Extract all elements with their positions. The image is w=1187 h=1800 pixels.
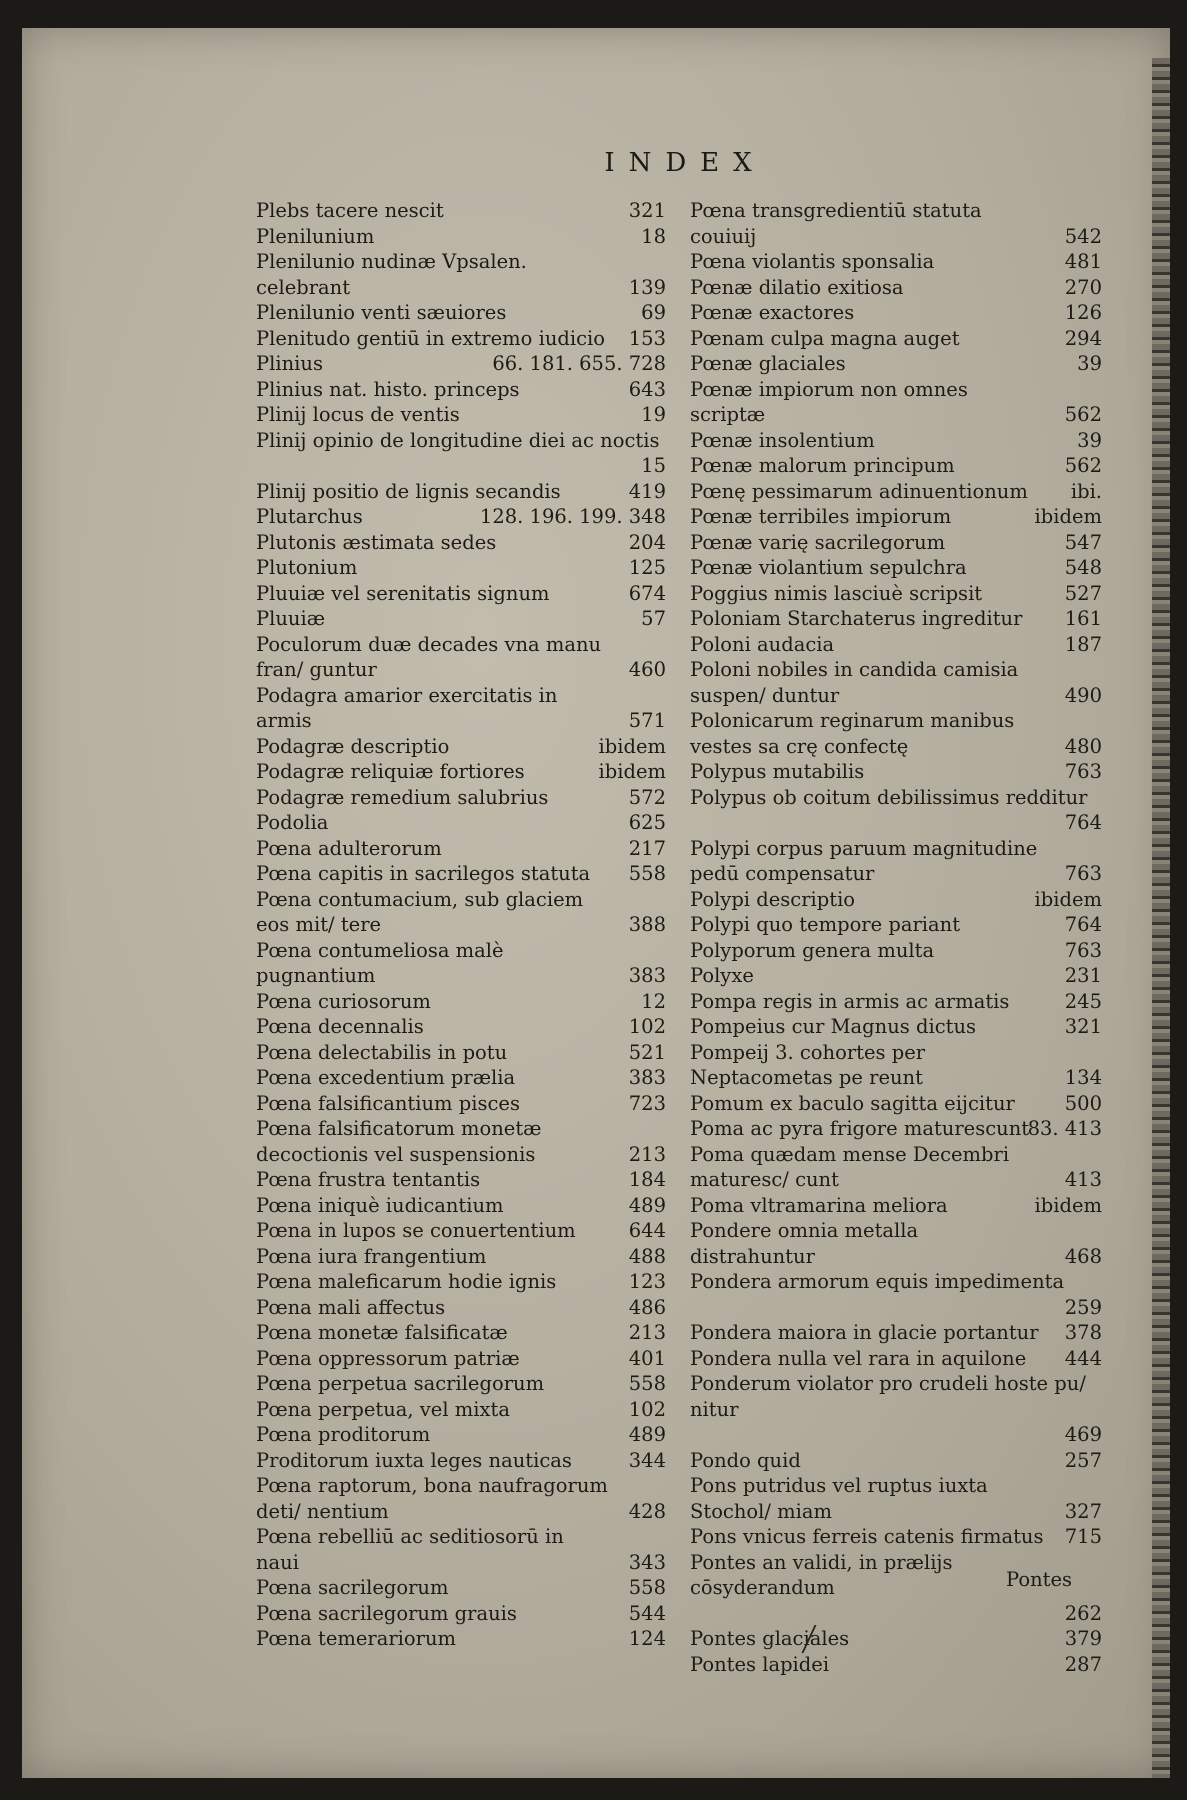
index-page-ref: 444 <box>1064 1346 1102 1370</box>
index-page-ref: 723 <box>628 1091 666 1115</box>
index-page-ref: ibidem <box>598 734 666 758</box>
index-term: Proditorum iuxta leges nauticas <box>256 1448 572 1472</box>
index-term: Plinius <box>256 352 323 375</box>
index-term: Polonicarum reginarum manibus vestes sa crę confectę <box>690 709 1015 758</box>
index-entry <box>256 351 666 377</box>
index-page-ref: 379 <box>1064 1627 1102 1650</box>
index-page-ref: 287 <box>1064 1652 1102 1676</box>
index-page-ref: 69 <box>641 301 666 324</box>
index-term: Polyxe <box>690 964 754 987</box>
index-entry <box>256 530 666 556</box>
index-term: Plenilunio venti sæuiores <box>256 301 507 324</box>
index-page-ref: 343 <box>628 1550 666 1574</box>
index-term: Poloniam Starchaterus ingreditur <box>690 607 1023 630</box>
index-entry <box>256 683 666 734</box>
index-term: Pomum ex baculo sagitta eijcitur <box>690 1091 1015 1115</box>
index-column-right <box>690 198 1102 1677</box>
index-entry <box>256 504 666 530</box>
index-page-ref: 294 <box>1064 326 1102 350</box>
index-page-ref: 19 <box>641 403 666 426</box>
index-entry <box>256 861 666 887</box>
index-entry <box>256 1371 666 1397</box>
index-entry <box>690 989 1102 1015</box>
index-page-ref: 764 <box>1064 913 1102 936</box>
index-term: Pœna falsificantium pisces <box>256 1091 520 1115</box>
index-page-ref: 715 <box>1064 1525 1102 1548</box>
index-entry <box>690 1193 1102 1219</box>
index-entry <box>690 1116 1102 1142</box>
index-page-ref: 480 <box>1064 734 1102 758</box>
index-page-ref: 413 <box>1064 1168 1102 1191</box>
index-term: Pœna iniquè iudicantium <box>256 1193 504 1217</box>
index-entry <box>256 759 666 785</box>
index-page-ref: 134 <box>1064 1066 1102 1089</box>
index-entry <box>690 1626 1102 1652</box>
index-entry <box>256 989 666 1015</box>
index-entry <box>256 1295 666 1321</box>
index-term: Pœna sacrilegorum <box>256 1576 449 1599</box>
index-term: Plutonium <box>256 556 358 579</box>
index-page-ref: 124 <box>628 1627 666 1650</box>
index-entry <box>690 275 1102 301</box>
index-page-ref: 344 <box>628 1448 666 1472</box>
index-term: Pœna proditorum <box>256 1423 431 1446</box>
index-term: Polypi quo tempore pariant <box>690 913 961 936</box>
index-entry <box>690 530 1102 556</box>
index-page-ref: 468 <box>1064 1244 1102 1268</box>
index-page-ref: 674 <box>628 581 666 605</box>
index-page-ref: 469 <box>1064 1423 1102 1446</box>
index-page-ref: 481 <box>1064 250 1102 273</box>
index-term: Plinius nat. histo. princeps <box>256 377 520 401</box>
index-page-ref: 15 <box>641 454 666 477</box>
index-page-ref: 521 <box>628 1040 666 1064</box>
index-page-ref: 419 <box>628 479 666 503</box>
index-page-ref: 153 <box>628 326 666 350</box>
index-page-ref: 625 <box>628 811 666 834</box>
index-term: Poma ac pyra frigore maturescunt <box>690 1117 1030 1140</box>
index-page-ref: 527 <box>1064 581 1102 605</box>
index-page-ref: 489 <box>628 1423 666 1446</box>
index-term: Ponderum violator pro crudeli hoste pu/ nitur <box>690 1372 1086 1421</box>
index-term: Pœnæ dilatio exitiosa <box>690 275 904 299</box>
index-term: Pœnę pessimarum adinuentionum <box>690 479 1028 503</box>
index-term: Pœna curiosorum <box>256 989 431 1013</box>
index-term: Pontes lapidei <box>690 1652 830 1676</box>
index-page-ref: 763 <box>1064 938 1102 962</box>
index-term: Pœnæ varię sacrilegorum <box>690 530 946 554</box>
index-entry <box>256 198 666 224</box>
index-entry <box>256 1218 666 1244</box>
index-page-ref: 558 <box>628 862 666 885</box>
index-column-left <box>256 198 666 1652</box>
index-term: Poma quædam mense Decembri maturesc/ cunt <box>690 1142 1010 1191</box>
index-term: Pons putridus vel ruptus iuxta Stochol/ miam <box>690 1474 988 1523</box>
index-term: Pontes an validi, in prælijs cōsyderandum <box>690 1550 953 1599</box>
catchword: Pontes <box>1006 1568 1073 1591</box>
index-entry <box>256 1422 666 1448</box>
index-term: Pœna raptorum, bona naufragorum deti/ nentium <box>256 1474 608 1523</box>
index-term: Pœnam culpa magna auget <box>690 326 960 350</box>
index-page-ref: 378 <box>1064 1321 1102 1344</box>
index-page-ref: 321 <box>1064 1015 1102 1038</box>
index-page-ref: 161 <box>1064 607 1102 630</box>
index-entry <box>256 555 666 581</box>
index-page-ref: 490 <box>1064 683 1102 707</box>
page-edge <box>1152 58 1170 1778</box>
index-entry <box>256 1575 666 1601</box>
index-entry <box>690 1269 1102 1320</box>
index-term: Pœna monetæ falsificatæ <box>256 1321 508 1344</box>
index-page-ref: 500 <box>1064 1091 1102 1115</box>
index-term: Pondere omnia metalla distrahuntur <box>690 1219 919 1268</box>
index-page-ref: 571 <box>628 709 666 732</box>
index-term: Pœna in lupos se conuertentium <box>256 1219 576 1242</box>
index-term: Plenitudo gentiū in extremo iudicio <box>256 326 605 350</box>
index-term: Plinij positio de lignis secandis <box>256 479 561 503</box>
index-term: Pondera nulla vel rara in aquilone <box>690 1346 1027 1370</box>
index-term: Pondo quid <box>690 1448 801 1472</box>
index-entry <box>690 887 1102 913</box>
index-entry <box>256 1244 666 1270</box>
index-term: Pœna perpetua sacrilegorum <box>256 1372 545 1395</box>
index-page-ref: 644 <box>628 1219 666 1242</box>
index-term: Pœna decennalis <box>256 1015 424 1038</box>
index-term: Pondera maiora in glacie portantur <box>690 1321 1039 1344</box>
index-entry <box>256 1320 666 1346</box>
index-term: Pœnæ exactores <box>690 301 855 324</box>
index-entry <box>256 428 666 479</box>
index-term: Pluuiæ <box>256 607 326 630</box>
index-term: Pons vnicus ferreis catenis firmatus <box>690 1525 1044 1548</box>
index-page-ref: ibi. <box>1070 479 1102 503</box>
index-page-ref: 18 <box>641 224 666 248</box>
index-entry <box>690 912 1102 938</box>
index-entry <box>690 1473 1102 1524</box>
index-term: Poculorum duæ decades vna manu fran/ guntur <box>256 632 602 681</box>
index-entry <box>690 453 1102 479</box>
index-term: Pœna rebelliū ac seditiosorū in naui <box>256 1525 564 1574</box>
index-page-ref: 139 <box>628 275 666 299</box>
index-page-ref: 123 <box>628 1270 666 1293</box>
index-page-ref: 572 <box>628 785 666 809</box>
index-page-ref: 257 <box>1064 1448 1102 1472</box>
index-entry <box>256 326 666 352</box>
index-page-ref: 401 <box>628 1346 666 1370</box>
index-page-ref: 128. 196. 199. 348 <box>479 505 666 528</box>
index-page-ref: 39 <box>1077 352 1102 375</box>
index-entry <box>256 1193 666 1219</box>
index-entry <box>256 300 666 326</box>
index-term: Podagræ descriptio <box>256 734 450 758</box>
index-entry <box>690 657 1102 708</box>
index-term: Plinij locus de ventis <box>256 403 460 426</box>
index-term: Pœna maleficarum hodie ignis <box>256 1270 557 1293</box>
index-entry <box>690 428 1102 454</box>
index-term: Pœna transgredientiū statuta couiuij <box>690 199 982 248</box>
index-entry <box>256 1626 666 1652</box>
index-entry <box>690 606 1102 632</box>
index-page-ref: 542 <box>1064 224 1102 248</box>
index-term: Polyporum genera multa <box>690 938 935 962</box>
index-term: Poloni audacia <box>690 632 835 656</box>
index-page-ref: 643 <box>628 377 666 401</box>
index-entry <box>690 836 1102 887</box>
index-entry <box>256 249 666 300</box>
index-term: Pœnæ glaciales <box>690 352 846 375</box>
index-term: Plenilunium <box>256 224 375 248</box>
index-entry <box>690 581 1102 607</box>
index-term: Polypus ob coitum debilissimus redditur <box>690 785 1088 809</box>
index-page-ref: 388 <box>628 913 666 936</box>
index-page-ref: ibidem <box>598 760 666 783</box>
index-page-ref: 428 <box>628 1499 666 1523</box>
index-term: Pompeius cur Magnus dictus <box>690 1015 977 1038</box>
index-term: Plinij opinio de longitudine diei ac noctis <box>256 428 660 452</box>
index-entry <box>256 1473 666 1524</box>
index-term: Plutarchus <box>256 505 363 528</box>
index-page-ref: 102 <box>628 1015 666 1038</box>
index-page-ref: 270 <box>1064 275 1102 299</box>
index-term: Polypi corpus paruum magnitudine pedū compensatur <box>690 836 1038 885</box>
index-entry <box>256 1065 666 1091</box>
index-entry <box>256 479 666 505</box>
index-entry <box>690 249 1102 275</box>
index-entry <box>256 810 666 836</box>
index-entry <box>690 326 1102 352</box>
index-page-ref: 488 <box>628 1244 666 1268</box>
index-entry <box>256 1397 666 1423</box>
index-term: Pœnæ terribiles impiorum <box>690 505 952 528</box>
index-page-ref: 764 <box>1064 811 1102 834</box>
index-entry <box>690 708 1102 759</box>
index-page-ref: 558 <box>628 1372 666 1395</box>
index-entry <box>256 224 666 250</box>
index-page-ref: 262 <box>1064 1601 1102 1625</box>
index-entry <box>690 504 1102 530</box>
index-entry <box>256 606 666 632</box>
index-page-ref: 39 <box>1077 428 1102 452</box>
index-page-ref: 125 <box>628 556 666 579</box>
index-term: Pœna temerariorum <box>256 1627 457 1650</box>
index-term: Podagræ remedium salubrius <box>256 785 549 809</box>
index-page-ref: 204 <box>628 530 666 554</box>
index-entry <box>256 1040 666 1066</box>
index-entry <box>690 632 1102 658</box>
index-entry <box>256 402 666 428</box>
index-entry <box>256 785 666 811</box>
index-entry <box>690 1524 1102 1550</box>
index-term: Pœna perpetua, vel mixta <box>256 1397 510 1421</box>
index-term: Pœna mali affectus <box>256 1295 446 1319</box>
index-term: Pœna delectabilis in potu <box>256 1040 508 1064</box>
index-page-ref: 327 <box>1064 1499 1102 1523</box>
index-entry <box>256 1091 666 1117</box>
index-term: Plutonis æstimata sedes <box>256 530 497 554</box>
index-term: Poma vltramarina meliora <box>690 1193 948 1217</box>
index-term: Pœna contumeliosa malè pugnantium <box>256 938 504 987</box>
index-entry <box>690 1320 1102 1346</box>
index-page-ref: 763 <box>1064 862 1102 885</box>
index-term: Polypus mutabilis <box>690 760 865 783</box>
index-entry <box>256 836 666 862</box>
index-page-ref: 217 <box>628 836 666 860</box>
index-page-ref: 562 <box>1064 454 1102 477</box>
index-entry <box>256 1269 666 1295</box>
index-entry <box>690 1346 1102 1372</box>
index-term: Pluuiæ vel serenitatis signum <box>256 581 550 605</box>
index-term: Poggius nimis lasciuè scripsit <box>690 581 983 605</box>
index-term: Pœnæ impiorum non omnes scriptæ <box>690 377 968 426</box>
index-entry <box>256 938 666 989</box>
index-page-ref: 184 <box>628 1168 666 1191</box>
index-entry <box>690 479 1102 505</box>
index-page-ref: 259 <box>1064 1295 1102 1319</box>
index-term: Pondera armorum equis impedimenta <box>690 1270 1065 1293</box>
index-term: Plebs tacere nescit <box>256 199 444 222</box>
index-page-ref: 763 <box>1064 760 1102 783</box>
index-term: Podagra amarior exercitatis in armis <box>256 683 558 732</box>
index-page-ref: 489 <box>628 1193 666 1217</box>
index-page-ref: 213 <box>628 1321 666 1344</box>
index-page-ref: 66. 181. 655. 728 <box>492 352 666 375</box>
index-term: Pœnæ insolentium <box>690 428 875 452</box>
index-entry <box>690 938 1102 964</box>
index-term: Pœnæ malorum principum <box>690 454 955 477</box>
index-entry <box>690 300 1102 326</box>
index-page-ref: 460 <box>628 658 666 681</box>
index-page-ref: 562 <box>1064 403 1102 426</box>
index-page-ref: ibidem <box>1034 505 1102 528</box>
index-page-ref: 486 <box>628 1295 666 1319</box>
index-page-ref: ibidem <box>1034 1193 1102 1217</box>
index-term: Pontes glaciales <box>690 1627 850 1650</box>
index-term: Pœna adulterorum <box>256 836 442 860</box>
index-entry <box>690 351 1102 377</box>
index-entry <box>690 1014 1102 1040</box>
index-page-ref: 213 <box>628 1142 666 1166</box>
index-term: Pœna falsificatorum monetæ decoctionis vel suspensionis <box>256 1117 542 1166</box>
index-entry <box>256 1116 666 1167</box>
index-page-ref: 245 <box>1064 989 1102 1013</box>
index-entry <box>690 555 1102 581</box>
index-page-ref: 126 <box>1064 301 1102 324</box>
index-term: Pœna sacrilegorum grauis <box>256 1601 517 1625</box>
index-entry <box>256 377 666 403</box>
index-term: Plenilunio nudinæ Vpsalen. celebrant <box>256 250 527 299</box>
index-term: Pœna violantis sponsalia <box>690 250 935 273</box>
index-entry <box>690 1652 1102 1678</box>
index-page-ref: 548 <box>1064 556 1102 579</box>
index-entry <box>690 1448 1102 1474</box>
index-entry <box>256 1601 666 1627</box>
index-term: Pœna iura frangentium <box>256 1244 487 1268</box>
index-term: Podolia <box>256 811 329 834</box>
index-term: Podagræ reliquiæ fortiores <box>256 760 525 783</box>
index-term: Pœna contumacium, sub glaciem eos mit/ tere <box>256 887 584 936</box>
index-entry <box>256 734 666 760</box>
index-entry <box>690 377 1102 428</box>
index-entry <box>256 632 666 683</box>
index-entry <box>256 1014 666 1040</box>
index-page-ref: 383 <box>628 1066 666 1089</box>
index-entry <box>690 1142 1102 1193</box>
index-term: Pompa regis in armis ac armatis <box>690 989 1010 1013</box>
page-header: INDEX <box>604 148 766 178</box>
index-page-ref: 187 <box>1064 632 1102 656</box>
index-page-ref: 544 <box>628 1601 666 1625</box>
index-page-ref: 12 <box>641 989 666 1013</box>
index-page-ref: 57 <box>641 607 666 630</box>
index-term: Polypi descriptio <box>690 887 856 911</box>
index-entry <box>256 887 666 938</box>
index-entry <box>690 1371 1102 1448</box>
index-entry <box>690 785 1102 836</box>
index-term: Poloni nobiles in candida camisia suspen/ duntur <box>690 658 1019 707</box>
index-page-ref: 321 <box>628 199 666 222</box>
index-term: Pompeij 3. cohortes per Neptacometas pe reunt <box>690 1040 926 1089</box>
index-term: Pœnæ violantium sepulchra <box>690 556 967 579</box>
index-entry <box>690 759 1102 785</box>
index-page-ref: 102 <box>628 1397 666 1421</box>
index-page-ref: 231 <box>1064 964 1102 987</box>
index-entry <box>256 1448 666 1474</box>
index-term: Pœna capitis in sacrilegos statuta <box>256 862 591 885</box>
index-page-ref: ibidem <box>1034 887 1102 911</box>
index-entry <box>256 1167 666 1193</box>
index-page-ref: 383 <box>628 964 666 987</box>
index-entry <box>690 1040 1102 1091</box>
index-page-ref: 547 <box>1064 530 1102 554</box>
index-term: Pœna frustra tentantis <box>256 1168 481 1191</box>
index-entry <box>256 581 666 607</box>
index-entry <box>690 198 1102 249</box>
index-entry <box>690 1218 1102 1269</box>
index-term: Pœna oppressorum patriæ <box>256 1346 520 1370</box>
index-term: Pœna excedentium prælia <box>256 1066 516 1089</box>
index-entry <box>256 1524 666 1575</box>
index-entry <box>690 1091 1102 1117</box>
index-entry <box>256 1346 666 1372</box>
index-page-ref: 558 <box>628 1576 666 1599</box>
index-entry <box>690 963 1102 989</box>
index-page-ref: 83. 413 <box>1027 1117 1102 1140</box>
